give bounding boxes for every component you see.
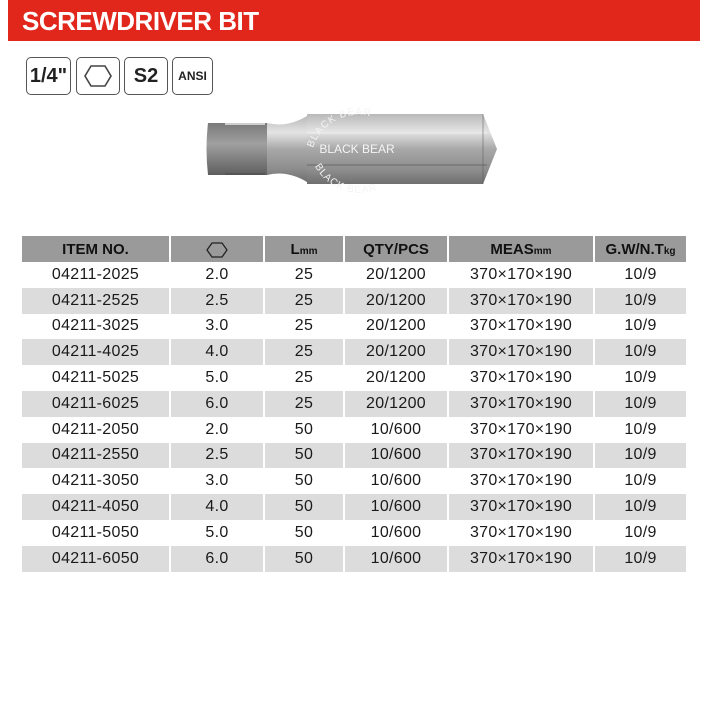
qty-cell: 20/1200 <box>344 365 448 391</box>
table-row <box>22 443 686 469</box>
hexagon-icon <box>83 64 113 88</box>
length-cell: 25 <box>264 339 344 365</box>
weight-cell: 10/9 <box>594 443 686 469</box>
item-no-cell: 04211-3025 <box>22 314 170 340</box>
length-cell: 25 <box>264 391 344 417</box>
spec-table <box>22 236 686 572</box>
material-badge: S2 <box>124 57 168 95</box>
table-row <box>22 520 686 546</box>
qty-cell: 20/1200 <box>344 288 448 314</box>
col-header-qty: QTY/PCS <box>344 236 448 262</box>
meas-cell: 370×170×190 <box>448 391 594 417</box>
size-cell: 2.0 <box>170 417 264 443</box>
col-header-meas <box>448 236 594 262</box>
size-cell: 5.0 <box>170 365 264 391</box>
table-row <box>22 288 686 314</box>
meas-cell: 370×170×190 <box>448 468 594 494</box>
meas-cell: 370×170×190 <box>448 288 594 314</box>
qty-cell: 20/1200 <box>344 262 448 288</box>
length-cell: 25 <box>264 314 344 340</box>
weight-cell: 10/9 <box>594 494 686 520</box>
col-header-weight <box>594 236 686 262</box>
watermark-curved-bottom: BLACK BEAR <box>312 161 379 194</box>
qty-cell: 10/600 <box>344 443 448 469</box>
size-cell: 6.0 <box>170 391 264 417</box>
size-cell: 3.0 <box>170 314 264 340</box>
meas-cell: 370×170×190 <box>448 365 594 391</box>
meas-cell: 370×170×190 <box>448 494 594 520</box>
hexagon-icon <box>206 242 228 258</box>
table-row <box>22 468 686 494</box>
qty-cell: 20/1200 <box>344 339 448 365</box>
table-row <box>22 494 686 520</box>
length-cell: 25 <box>264 288 344 314</box>
qty-cell: 10/600 <box>344 417 448 443</box>
size-cell: 6.0 <box>170 546 264 572</box>
qty-cell: 20/1200 <box>344 391 448 417</box>
length-cell: 50 <box>264 417 344 443</box>
meas-cell: 370×170×190 <box>448 314 594 340</box>
weight-cell: 10/9 <box>594 546 686 572</box>
weight-cell: 10/9 <box>594 314 686 340</box>
length-cell: 50 <box>264 546 344 572</box>
item-no-cell: 04211-3050 <box>22 468 170 494</box>
weight-cell: 10/9 <box>594 520 686 546</box>
table-row <box>22 417 686 443</box>
size-cell: 5.0 <box>170 520 264 546</box>
item-no-cell: 04211-6050 <box>22 546 170 572</box>
col-header-length <box>264 236 344 262</box>
meas-cell: 370×170×190 <box>448 520 594 546</box>
meas-cell: 370×170×190 <box>448 262 594 288</box>
table-row <box>22 391 686 417</box>
item-no-cell: 04211-2550 <box>22 443 170 469</box>
length-unit: mm <box>299 245 318 257</box>
watermark-center: BLACK BEAR <box>319 142 395 156</box>
item-no-cell: 04211-2025 <box>22 262 170 288</box>
meas-label: MEAS <box>490 240 534 258</box>
item-no-cell: 04211-5050 <box>22 520 170 546</box>
weight-cell: 10/9 <box>594 468 686 494</box>
size-cell: 2.0 <box>170 262 264 288</box>
hex-shank-badge <box>76 57 120 95</box>
weight-cell: 10/9 <box>594 365 686 391</box>
title-bar <box>8 0 700 41</box>
size-cell: 2.5 <box>170 288 264 314</box>
table-row <box>22 365 686 391</box>
qty-cell: 10/600 <box>344 494 448 520</box>
length-cell: 25 <box>264 365 344 391</box>
meas-cell: 370×170×190 <box>448 546 594 572</box>
length-cell: 50 <box>264 443 344 469</box>
item-no-cell: 04211-4050 <box>22 494 170 520</box>
weight-cell: 10/9 <box>594 339 686 365</box>
table-header-row <box>22 236 686 262</box>
weight-unit: kg <box>663 245 676 257</box>
table-row <box>22 546 686 572</box>
length-cell: 25 <box>264 262 344 288</box>
meas-cell: 370×170×190 <box>448 417 594 443</box>
table-row <box>22 314 686 340</box>
length-cell: 50 <box>264 468 344 494</box>
drive-size-badge: 1/4" <box>26 57 71 95</box>
weight-cell: 10/9 <box>594 417 686 443</box>
weight-cell: 10/9 <box>594 288 686 314</box>
size-cell: 4.0 <box>170 494 264 520</box>
weight-label: G.W/N.T <box>605 240 664 258</box>
meas-cell: 370×170×190 <box>448 443 594 469</box>
weight-cell: 10/9 <box>594 391 686 417</box>
qty-cell: 10/600 <box>344 520 448 546</box>
col-header-item: ITEM NO. <box>22 236 170 262</box>
size-cell: 2.5 <box>170 443 264 469</box>
item-no-cell: 04211-4025 <box>22 339 170 365</box>
size-cell: 4.0 <box>170 339 264 365</box>
length-label: L <box>290 240 300 258</box>
size-cell: 3.0 <box>170 468 264 494</box>
length-cell: 50 <box>264 494 344 520</box>
col-header-size <box>170 236 264 262</box>
qty-cell: 20/1200 <box>344 314 448 340</box>
weight-cell: 10/9 <box>594 262 686 288</box>
item-no-cell: 04211-5025 <box>22 365 170 391</box>
item-no-cell: 04211-6025 <box>22 391 170 417</box>
meas-cell: 370×170×190 <box>448 339 594 365</box>
qty-cell: 10/600 <box>344 468 448 494</box>
standard-badge: ANSI <box>172 57 213 95</box>
length-cell: 50 <box>264 520 344 546</box>
hex-bit-image <box>205 104 505 194</box>
qty-cell: 10/600 <box>344 546 448 572</box>
table-row <box>22 339 686 365</box>
item-no-cell: 04211-2525 <box>22 288 170 314</box>
table-row <box>22 262 686 288</box>
watermark-curved-top: BLACK BEAR <box>305 106 373 150</box>
item-no-cell: 04211-2050 <box>22 417 170 443</box>
page-title: SCREWDRIVER BIT <box>22 6 259 36</box>
meas-unit: mm <box>533 245 552 257</box>
